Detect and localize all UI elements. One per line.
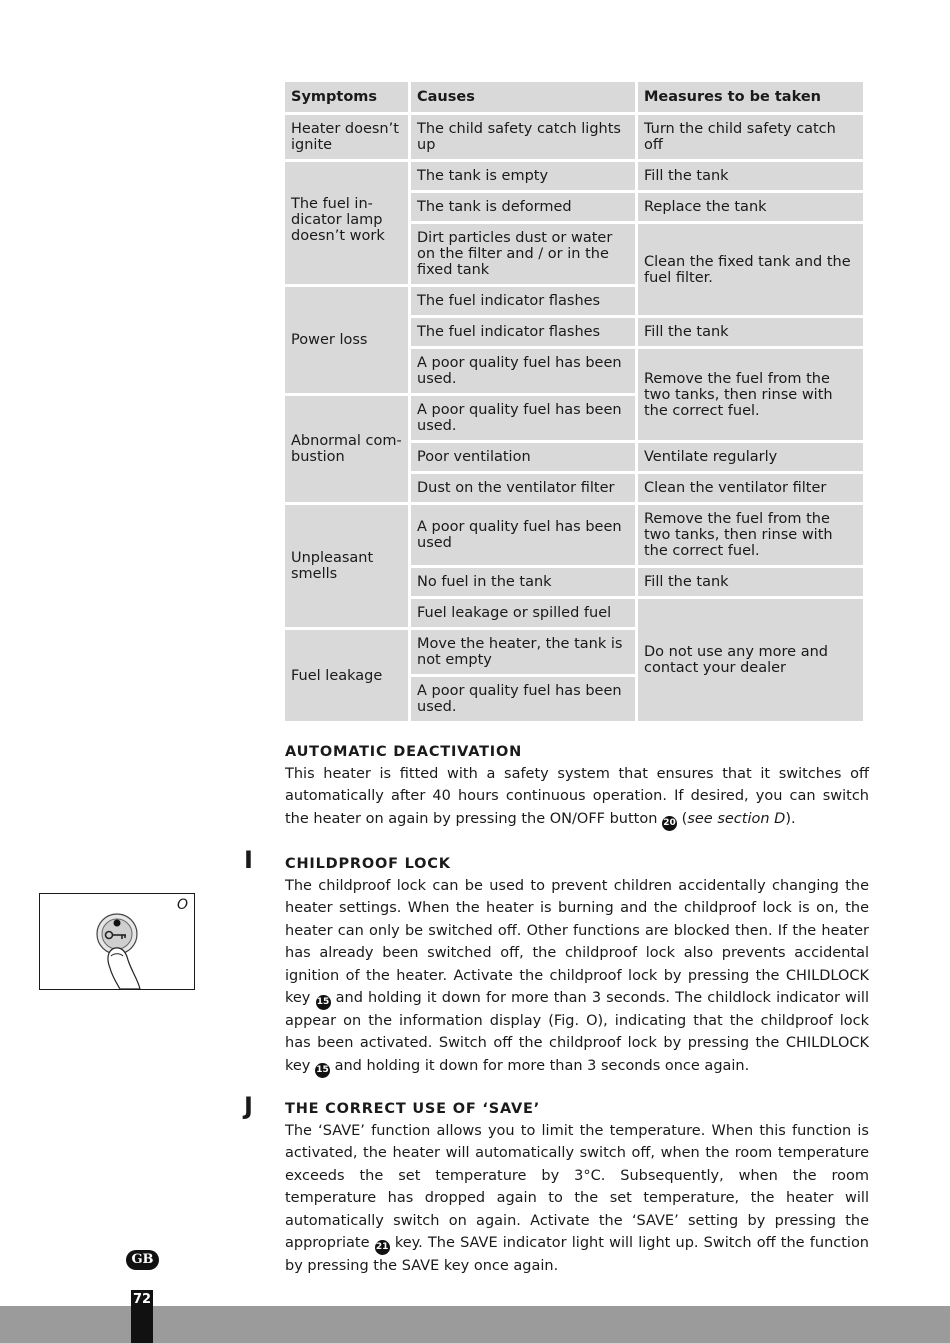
section-marker-i: I	[244, 846, 253, 874]
page-number: 72	[132, 1292, 152, 1307]
header-measures: Measures to be taken	[638, 82, 863, 112]
header-causes: Causes	[411, 82, 635, 112]
cause-cell: The tank is empty	[411, 162, 635, 190]
table-row	[285, 505, 863, 565]
measure-cell: Remove the fuel from the two tanks, then rinse with the correct fuel.	[638, 505, 863, 565]
button-number-badge: 20	[662, 816, 677, 831]
finger-icon	[108, 948, 140, 989]
symptom-cell: Heater doesn’t ignite	[285, 115, 408, 159]
cause-cell: Dust on the ventilator filter	[411, 474, 635, 502]
cause-cell: No fuel in the tank	[411, 568, 635, 596]
childlock-button-illustration	[40, 894, 194, 989]
childproof-text: The childproof lock can be used to prevent children accidentally changing the heater settings. When the heater is burning and the childproof lock is on, the heater can only be switched off. Other functions are blocked then. If the heater has already been switched off, the childproof lock also prevents accidental ignition of the heater. Activate the childproof lock by pressing the CHILDLOCK key 15 and holding it down for more than 3 seconds. The childlock indicator will appear on the information display (Fig. O), indicating that the childproof lock has been activated. Switch off the childproof lock by pressing the CHILDLOCK key 15 and holding it down for more than 3 seconds once again.	[285, 875, 869, 1078]
figure-label: O	[176, 897, 188, 913]
measure-cell: Remove the fuel from the two tanks, then rinse with the correct fuel.	[638, 349, 863, 440]
cause-cell: A poor quality fuel has been used.	[411, 396, 635, 440]
measure-cell: Replace the tank	[638, 193, 863, 221]
cause-cell: A poor quality fuel has been used.	[411, 677, 635, 721]
save-section	[285, 1101, 869, 1277]
childproof-section	[285, 856, 869, 1078]
save-text: The ‘SAVE’ function allows you to limit the temperature. When this function is activated, the heater will automatically switch off, when the room temperature exceeds the set temperature by 3°C. Subsequently, when the room temperature has dropped again to the set temperature, the heater will automatically switch on again. Activate the ‘SAVE’ setting by pressing the appropriate 21 key. The SAVE indicator light will light up. Switch off the function by pressing the SAVE key once again.	[285, 1123, 870, 1275]
page-tab	[131, 1290, 153, 1343]
measure-cell: Fill the tank	[638, 568, 863, 596]
language-badge: GB	[126, 1250, 159, 1270]
cause-cell: Move the heater, the tank is not empty	[411, 630, 635, 674]
cause-cell: The tank is deformed	[411, 193, 635, 221]
table-row	[285, 115, 863, 159]
auto-deactivation-section	[285, 744, 869, 831]
table-header-row	[285, 82, 863, 112]
cause-cell: Fuel leakage or spilled fuel	[411, 599, 635, 627]
symptom-cell: The fuel in-dicator lamp doesn’t work	[285, 162, 408, 284]
key-number-badge: 15	[316, 995, 331, 1010]
cause-cell: The fuel indicator flashes	[411, 287, 635, 315]
figure-o	[39, 893, 195, 990]
measure-cell: Clean the ventilator filter	[638, 474, 863, 502]
symptom-cell: Fuel leakage	[285, 630, 408, 721]
cause-cell: A poor quality fuel has been used.	[411, 349, 635, 393]
table-row	[285, 162, 863, 190]
auto-deactivation-title: AUTOMATIC DEACTIVATION	[285, 744, 523, 760]
symptom-cell: Unpleasant smells	[285, 505, 408, 627]
measure-cell: Do not use any more and contact your dealer	[638, 599, 863, 721]
symptom-cell: Power loss	[285, 287, 408, 393]
auto-deactivation-text: This heater is fitted with a safety system that ensures that it switches off automatically after 40 hours continuous operation. If desired, you can switch the heater on again by pressing the ON/OFF button 20 (see section D).	[285, 763, 869, 831]
symptom-cell: Abnormal com-bustion	[285, 396, 408, 502]
troubleshooting-table	[282, 79, 866, 724]
cause-cell: Dirt particles dust or water on the filter and / or in the fixed tank	[411, 224, 635, 284]
cause-cell: A poor quality fuel has been used	[411, 505, 635, 565]
cause-cell: The fuel indicator flashes	[411, 318, 635, 346]
measure-cell: Fill the tank	[638, 318, 863, 346]
key-number-badge: 15	[315, 1063, 330, 1078]
measure-cell: Turn the child safety catch off	[638, 115, 863, 159]
cause-cell: Poor ventilation	[411, 443, 635, 471]
cause-cell: The child safety catch lights up	[411, 115, 635, 159]
section-marker-j: J	[244, 1092, 253, 1120]
measure-cell: Ventilate regularly	[638, 443, 863, 471]
measure-cell: Fill the tank	[638, 162, 863, 190]
header-symptoms: Symptoms	[285, 82, 408, 112]
save-title: THE CORRECT USE OF ‘SAVE’	[285, 1101, 541, 1117]
key-number-badge: 21	[375, 1240, 390, 1255]
childproof-title: CHILDPROOF LOCK	[285, 856, 451, 872]
measure-cell: Clean the fixed tank and the fuel filter.	[638, 224, 863, 315]
